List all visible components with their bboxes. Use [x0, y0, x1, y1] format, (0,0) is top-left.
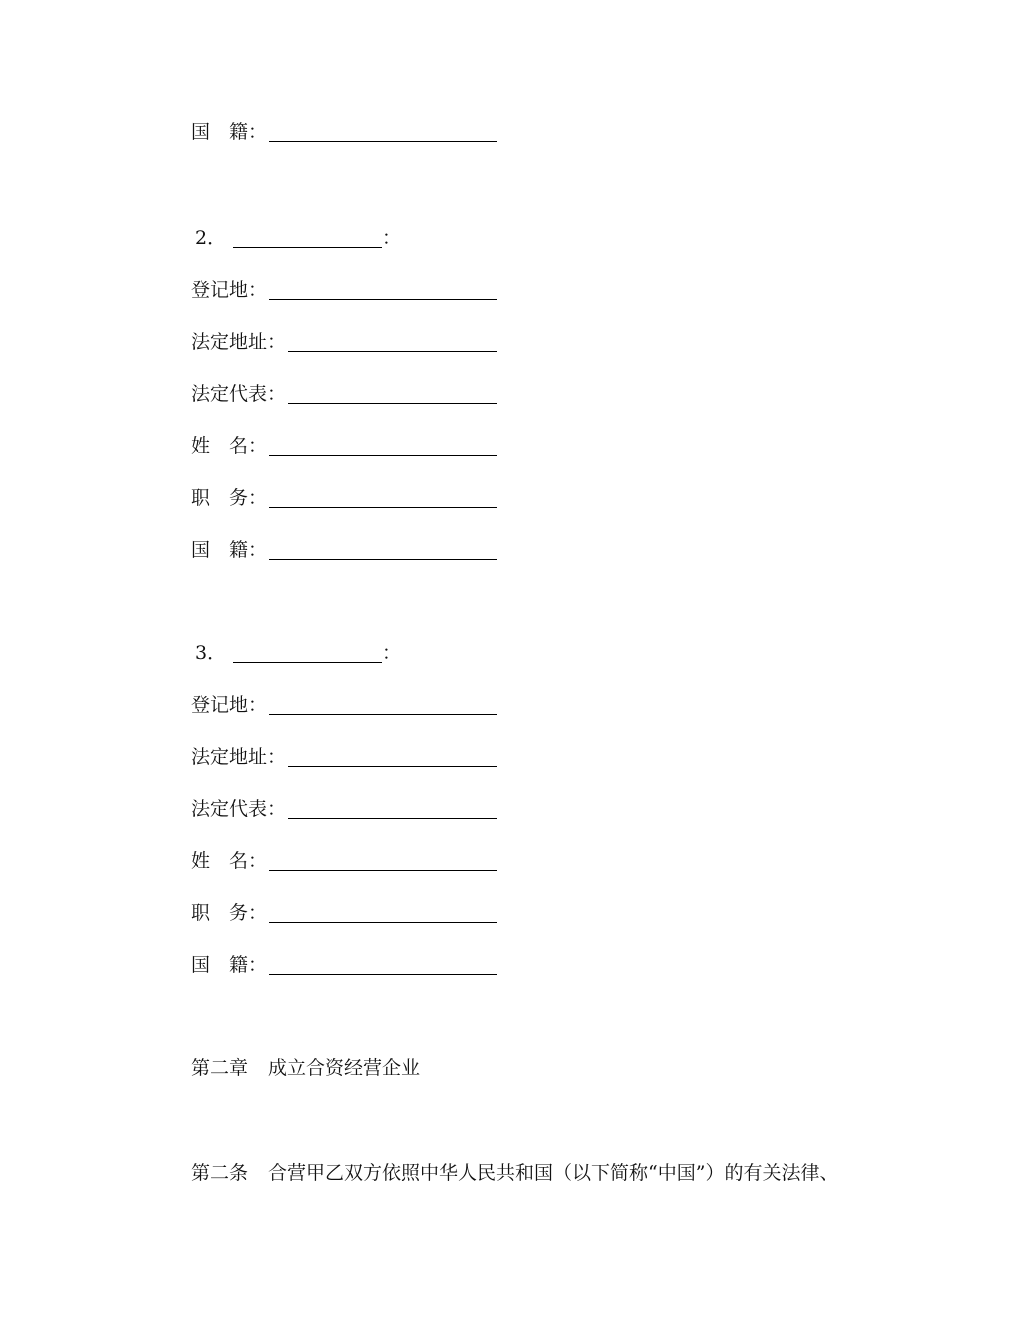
name-label: 姓 名： — [191, 435, 268, 457]
party3-registration-line — [191, 693, 497, 717]
legal-rep-label: 法定代表： — [191, 798, 287, 820]
legal-address-label: 法定地址： — [191, 331, 287, 353]
party2-colon: ： — [382, 227, 402, 249]
party2-position-line — [191, 486, 497, 510]
party3-header-line — [191, 641, 401, 665]
legal-address-blank[interactable] — [288, 765, 497, 767]
legal-address-label: 法定地址： — [191, 746, 287, 768]
registration-label: 登记地： — [191, 694, 268, 716]
party3-name-blank[interactable] — [233, 661, 382, 663]
party3-name-line — [191, 849, 497, 873]
nationality-label: 国 籍： — [191, 539, 268, 561]
party2-name-line — [191, 434, 497, 458]
party2-registration-line — [191, 278, 497, 302]
party2-name-blank[interactable] — [233, 246, 382, 248]
registration-label: 登记地： — [191, 279, 268, 301]
position-label: 职 务： — [191, 902, 268, 924]
party1-nationality-line — [191, 120, 497, 144]
party2-number: 2． — [195, 227, 227, 249]
party3-colon: ： — [382, 642, 402, 664]
name-blank[interactable] — [269, 869, 497, 871]
legal-address-blank[interactable] — [288, 350, 497, 352]
article-number: 第二条 — [191, 1162, 249, 1184]
legal-rep-blank[interactable] — [288, 817, 497, 819]
registration-blank[interactable] — [269, 298, 497, 300]
legal-rep-blank[interactable] — [288, 402, 497, 404]
chapter-title: 成立合资经营企业 — [268, 1057, 421, 1079]
party3-number: 3． — [195, 642, 227, 664]
nationality-blank[interactable] — [269, 140, 497, 142]
article-text: 合营甲乙双方依照中华人民共和国（以下简称“中国”）的有关法律、 — [268, 1162, 839, 1184]
registration-blank[interactable] — [269, 713, 497, 715]
nationality-blank[interactable] — [269, 558, 497, 560]
nationality-label: 国 籍： — [191, 121, 268, 143]
party2-nationality-line — [191, 538, 497, 562]
party3-legal-rep-line — [191, 797, 497, 821]
name-blank[interactable] — [269, 454, 497, 456]
party3-nationality-line — [191, 953, 497, 977]
position-blank[interactable] — [269, 506, 497, 508]
nationality-label: 国 籍： — [191, 954, 268, 976]
position-blank[interactable] — [269, 921, 497, 923]
position-label: 职 务： — [191, 487, 268, 509]
party2-legal-rep-line — [191, 382, 497, 406]
party2-header-line — [191, 226, 401, 250]
article-paragraph — [191, 1161, 838, 1185]
nationality-blank[interactable] — [269, 973, 497, 975]
chapter-heading — [191, 1056, 420, 1080]
name-label: 姓 名： — [191, 850, 268, 872]
party3-position-line — [191, 901, 497, 925]
chapter-number: 第二章 — [191, 1057, 249, 1079]
party2-legal-address-line — [191, 330, 497, 354]
party3-legal-address-line — [191, 745, 497, 769]
legal-rep-label: 法定代表： — [191, 383, 287, 405]
